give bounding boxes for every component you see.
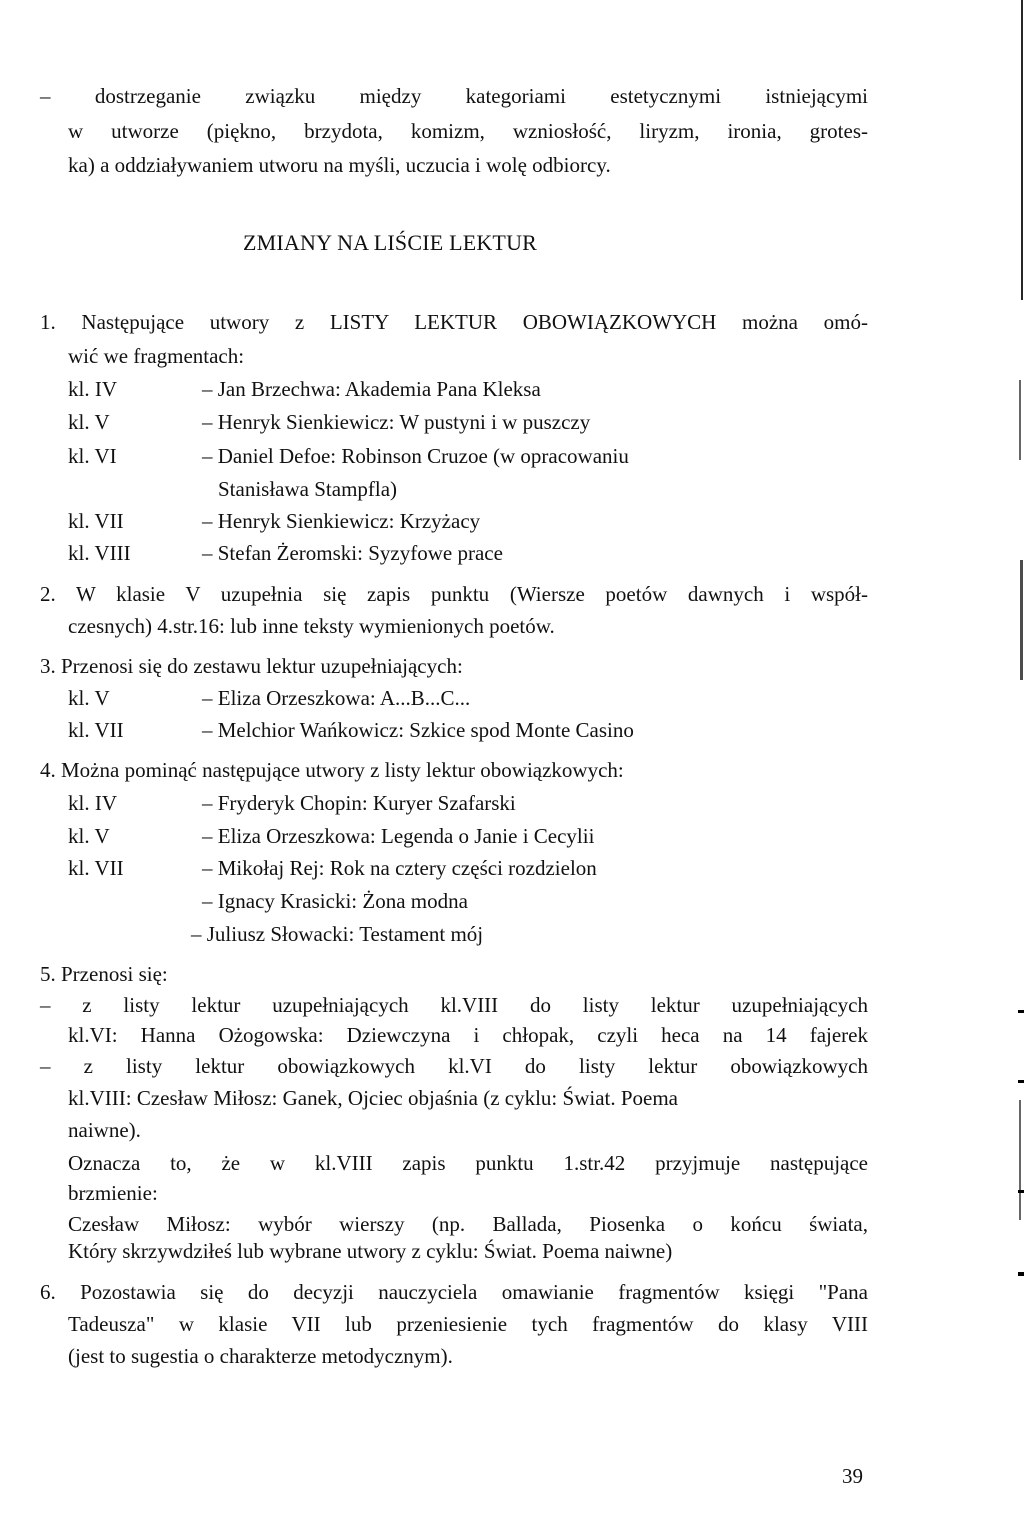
item4-row3-text: – Mikołaj Rej: Rok na cztery części rozdzielon — [202, 856, 597, 880]
item6-line-2: Tadeusza" w klasie VII lub przeniesienie tych fragmentów do klasy VIII — [68, 1312, 868, 1336]
item5-line-7: brzmienie: — [68, 1181, 158, 1205]
intro-line-1: – dostrzeganie związku między kategoriami estetycznymi istniejącymi — [40, 84, 868, 108]
item4-line: 4. Można pominąć następujące utwory z listy lektur obowiązkowych: — [40, 758, 624, 782]
item1-row5-text: – Henryk Sienkiewicz: Krzyżacy — [202, 509, 481, 533]
item1-row2-text: – Henryk Sienkiewicz: W pustyni i w puszczy — [202, 410, 591, 434]
item5-line-9: Który skrzywdziłeś lub wybrane utwory z cyklu: Świat. Poema naiwne) — [68, 1239, 673, 1263]
item6-line-1: 6. Pozostawia się do decyzji nauczyciela omawianie fragmentów księgi "Pana — [40, 1280, 868, 1304]
item1-row3-text: – Daniel Defoe: Robinson Cruzoe (w opracowaniu — [202, 444, 629, 468]
item5-line-5: naiwne). — [68, 1118, 141, 1142]
item3-row2-class: kl. VII — [68, 718, 124, 742]
item5-line-4: kl.VIII: Czesław Miłosz: Ganek, Ojciec objaśnia (z cyklu: Świat. Poema — [68, 1086, 679, 1110]
item1-row2-class: kl. V — [68, 410, 110, 434]
item5-line-6: Oznacza to, że w kl.VIII zapis punktu 1.str.42 przyjmuje następujące — [68, 1151, 868, 1175]
item1-row6-class: kl. VIII — [68, 541, 131, 565]
item1-row3-class: kl. VI — [68, 444, 117, 468]
section-title: ZMIANY NA LIŚCIE LEKTUR — [243, 230, 538, 255]
item4-row1-text: – Fryderyk Chopin: Kuryer Szafarski — [202, 791, 516, 815]
item2-line-1: 2. W klasie V uzupełnia się zapis punktu (Wiersze poetów dawnych i współ- — [40, 582, 868, 606]
item3-row2-text: – Melchior Wańkowicz: Szkice spod Monte Casino — [202, 718, 634, 742]
item3-line: 3. Przenosi się do zestawu lektur uzupełniających: — [40, 654, 463, 678]
item3-row1-class: kl. V — [68, 686, 110, 710]
intro-line-3: ka) a oddziaływaniem utworu na myśli, uczucia i wolę odbiorcy. — [68, 153, 611, 177]
item1-line-1: 1. Następujące utwory z LISTY LEKTUR OBOWIĄZKOWYCH można omó- — [40, 310, 868, 334]
item5-line: 5. Przenosi się: — [40, 962, 168, 986]
item4-row5-text: – Juliusz Słowacki: Testament mój — [191, 922, 484, 946]
page-number: 39 — [842, 1464, 863, 1488]
scan-edge — [1018, 0, 1024, 1514]
item6-line-3: (jest to sugestia o charakterze metodycznym). — [68, 1344, 453, 1368]
item4-row4-text: – Ignacy Krasicki: Żona modna — [202, 889, 468, 913]
item1-row4-text: Stanisława Stampfla) — [218, 477, 398, 501]
item1-row1-class: kl. IV — [68, 377, 117, 401]
item1-row6-text: – Stefan Żeromski: Syzyfowe prace — [202, 541, 503, 565]
item5-line-3: – z listy lektur obowiązkowych kl.VI do listy lektur obowiązkowych — [40, 1054, 868, 1078]
item1-row5-class: kl. VII — [68, 509, 124, 533]
intro-line-2: w utworze (piękno, brzydota, komizm, wzniosłość, liryzm, ironia, grotes- — [68, 119, 868, 143]
item3-row1-text: – Eliza Orzeszkowa: A...B...C... — [202, 686, 471, 710]
item5-line-8: Czesław Miłosz: wybór wierszy (np. Ballada, Piosenka o końcu świata, — [68, 1212, 868, 1236]
item2-line-2: czesnych) 4.str.16: lub inne teksty wymienionych poetów. — [68, 614, 555, 638]
item1-line-2: wić we fragmentach: — [68, 344, 245, 368]
item4-row2-class: kl. V — [68, 824, 110, 848]
item4-row1-class: kl. IV — [68, 791, 117, 815]
item4-row2-text: – Eliza Orzeszkowa: Legenda o Janie i Cecylii — [202, 824, 595, 848]
item4-row3-class: kl. VII — [68, 856, 124, 880]
item1-row1-text: – Jan Brzechwa: Akademia Pana Kleksa — [202, 377, 541, 401]
item5-line-2: kl.VI: Hanna Ożogowska: Dziewczyna i chłopak, czyli heca na 14 fajerek — [68, 1023, 868, 1047]
item5-line-1: – z listy lektur uzupełniających kl.VIII do listy lektur uzupełniających — [40, 993, 868, 1017]
